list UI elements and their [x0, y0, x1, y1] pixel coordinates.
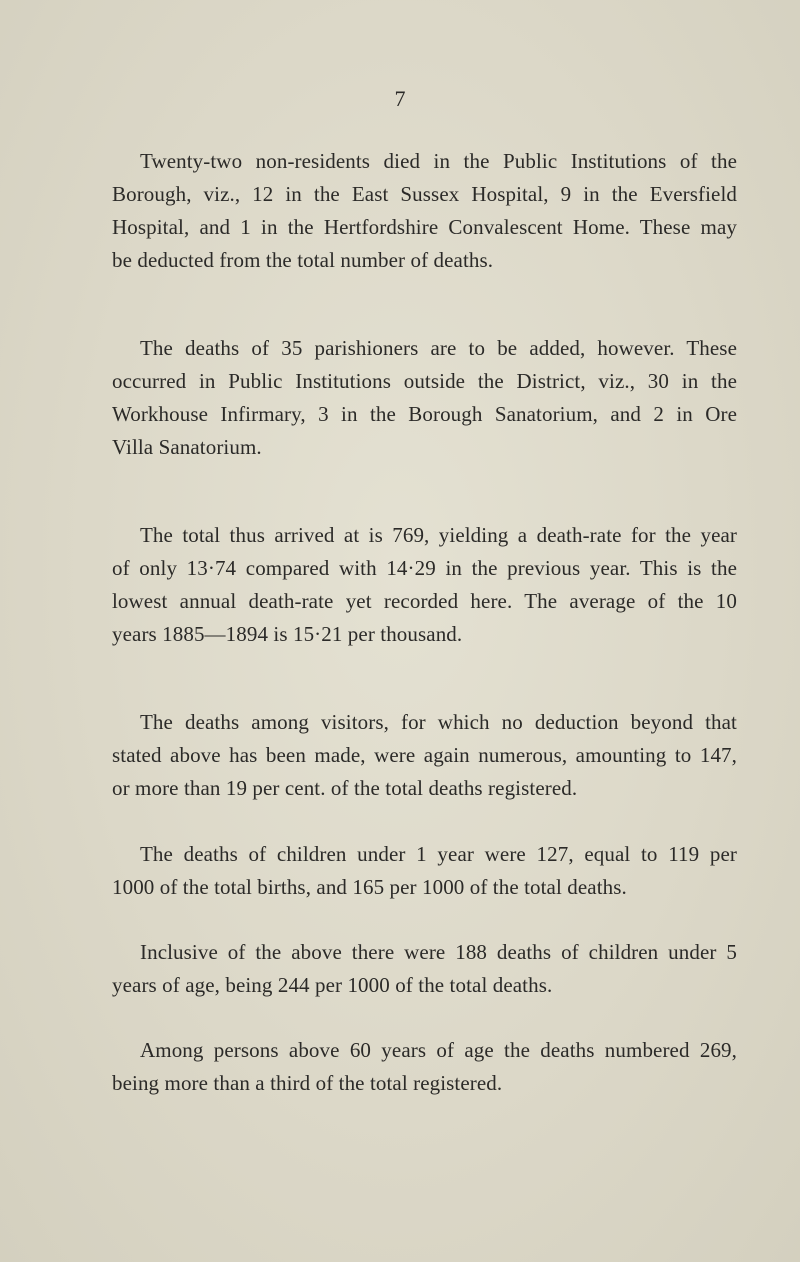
text-line: being more than a third of the total registered.	[112, 1071, 503, 1095]
paragraph-parishioners	[112, 332, 737, 464]
text-line: years of age, being 244 per 1000 of the total deaths.	[112, 973, 553, 997]
text-line: years 1885—1894 is 15·21 per thousand.	[112, 622, 463, 646]
text-line: be deducted from the total number of deaths.	[112, 248, 494, 272]
text-line: Borough, viz., 12 in the East Sussex Hospital, 9 in the Eversfield	[112, 182, 737, 206]
text-line: occurred in Public Institutions outside the District, viz., 30 in the	[112, 369, 737, 393]
text-line: lowest annual death-rate yet recorded here. The average of the 10	[112, 589, 737, 613]
text-line: or more than 19 per cent. of the total deaths registered.	[112, 776, 578, 800]
text-line: Among persons above 60 years of age the deaths numbered 269,	[140, 1038, 737, 1062]
text-line: stated above has been made, were again numerous, amounting to 147,	[112, 743, 737, 767]
text-line: Hospital, and 1 in the Hertfordshire Convalescent Home. These may	[112, 215, 737, 239]
page-number: 7	[394, 86, 406, 111]
text-line: The deaths of 35 parishioners are to be added, however. These	[140, 336, 737, 360]
paragraph-death-rate	[112, 519, 737, 651]
text-line: Twenty-two non-residents died in the Public Institutions of the	[140, 149, 737, 173]
paragraph-visitors	[112, 706, 737, 805]
paragraph-elderly-deaths	[112, 1034, 737, 1100]
text-line: of only 13·74 compared with 14·29 in the previous year. This is the	[112, 556, 737, 580]
text-line: Inclusive of the above there were 188 deaths of children under 5	[140, 940, 737, 964]
paragraph-non-residents	[112, 145, 737, 277]
text-line: The deaths of children under 1 year were 127, equal to 119 per	[140, 842, 737, 866]
text-line: The total thus arrived at is 769, yielding a death-rate for the year	[140, 523, 737, 547]
text-line: Workhouse Infirmary, 3 in the Borough Sanatorium, and 2 in Ore	[112, 402, 737, 426]
paragraph-child-deaths	[112, 936, 737, 1002]
paragraph-infant-deaths	[112, 838, 737, 904]
text-line: 1000 of the total births, and 165 per 1000 of the total deaths.	[112, 875, 627, 899]
text-line: Villa Sanatorium.	[112, 435, 262, 459]
text-line: The deaths among visitors, for which no deduction beyond that	[140, 710, 737, 734]
